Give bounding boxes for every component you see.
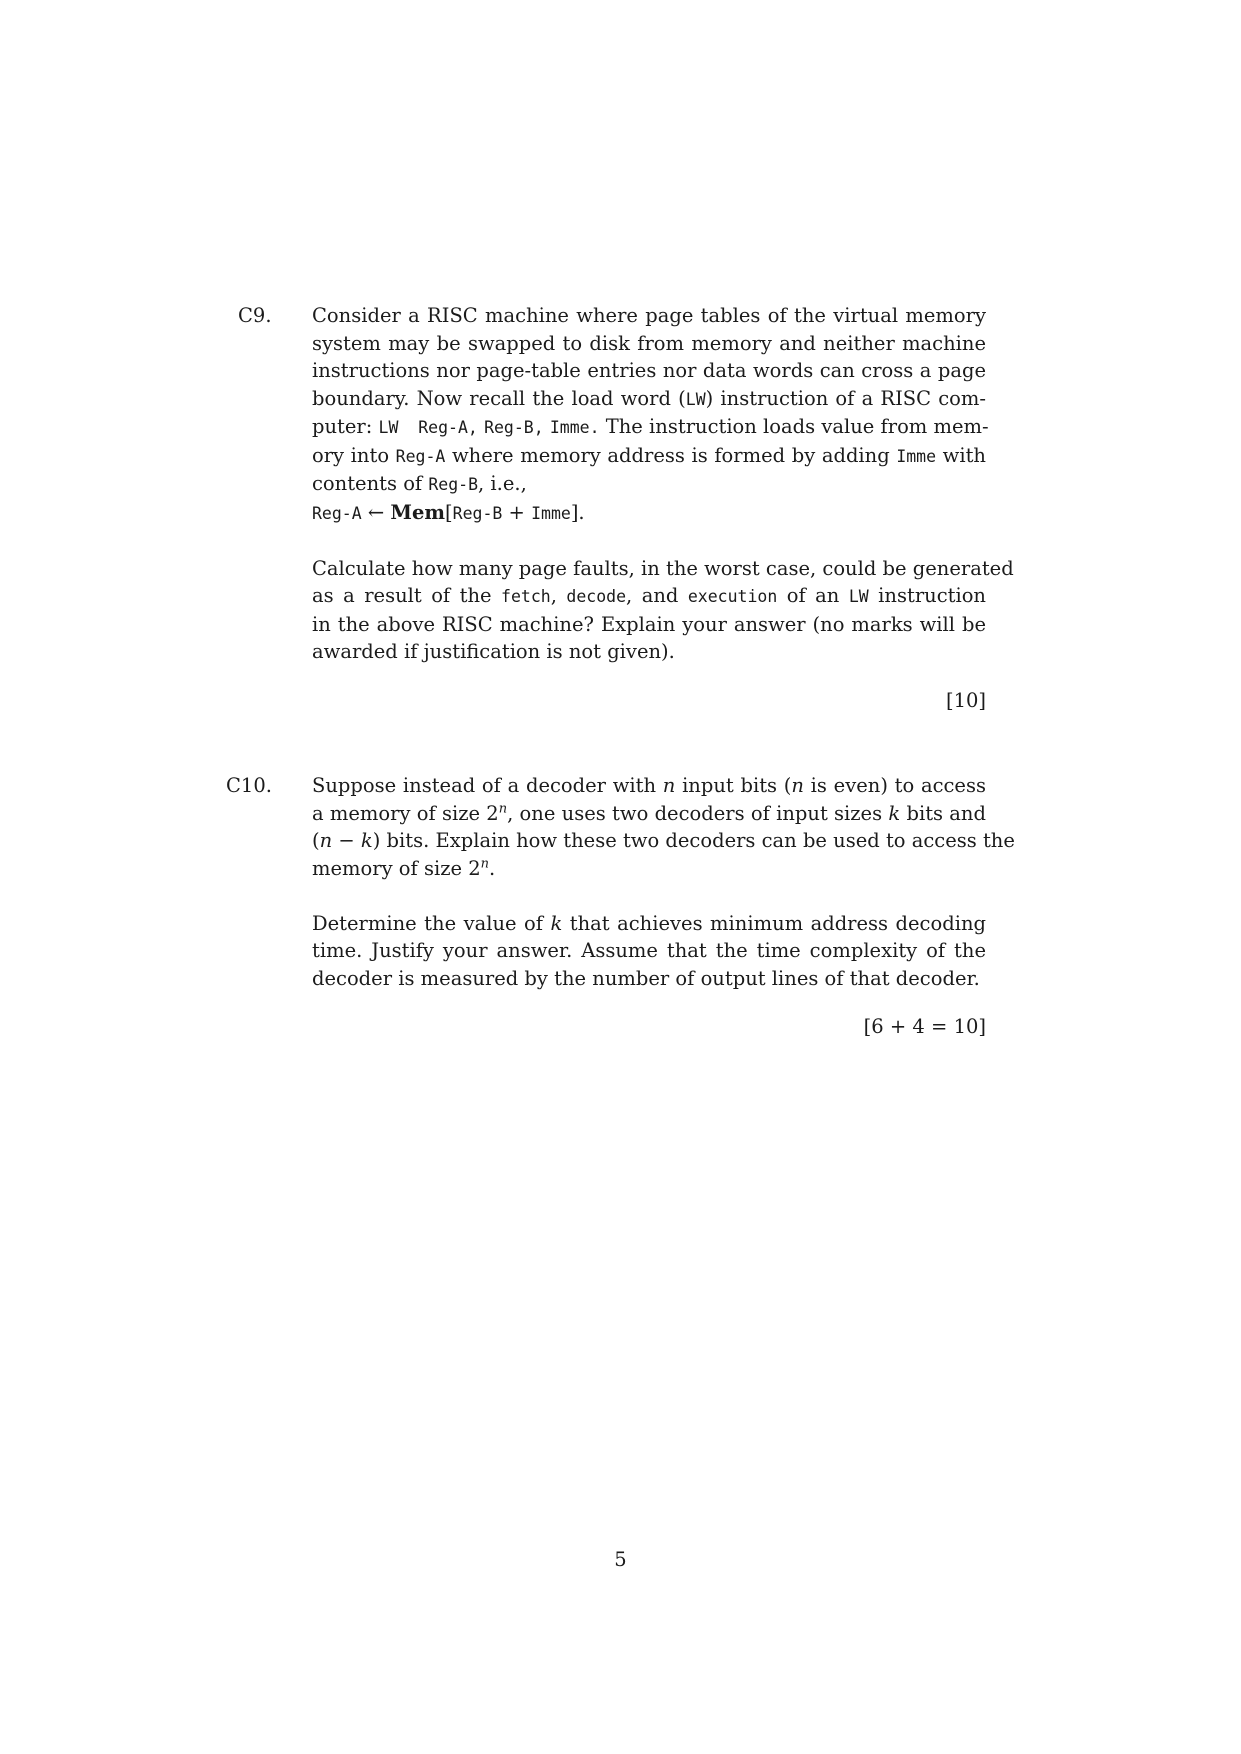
code-fragment: Reg-B <box>428 475 479 494</box>
text-line <box>312 772 986 800</box>
question-number: C9. <box>238 304 272 327</box>
text-line: Calculate how many page faults, in the worst case, could be generated <box>312 556 1014 580</box>
text-fragment: input bits ( <box>675 774 792 797</box>
text-line <box>312 385 986 414</box>
text-fragment: where memory address is formed by adding <box>445 443 897 467</box>
text-line: time. Justify your answer. Assume that the time complexity of the <box>312 939 986 962</box>
marks-label: [6 + 4 = 10] <box>863 1015 986 1038</box>
text-fragment: ( <box>312 829 320 852</box>
text-line <box>312 855 986 883</box>
math-variable: n <box>791 774 804 797</box>
text-fragment: Determine the value of <box>312 911 551 935</box>
code-fragment: fetch <box>501 587 551 606</box>
bracket: ]. <box>570 500 585 524</box>
math-exponent: n <box>498 801 508 816</box>
bracket: [ <box>445 500 453 524</box>
text-fragment: Suppose instead of a decoder with <box>312 774 663 797</box>
question-c9 <box>238 302 1014 714</box>
code-fragment: Reg-B <box>452 503 503 523</box>
code-fragment: Imme. <box>549 418 600 437</box>
text-fragment: , <box>550 584 567 607</box>
text-fragment: . <box>489 856 496 880</box>
text-fragment: a memory of size 2 <box>312 801 499 825</box>
text-line <box>312 827 1015 855</box>
question-number: C10. <box>226 774 272 797</box>
code-fragment: Reg-A <box>395 446 446 466</box>
text-fragment: boundary. Now recall the load word ( <box>312 386 686 410</box>
paragraph-gap <box>312 882 986 910</box>
math-expression: n − k <box>319 829 373 852</box>
mem-operator: Mem <box>390 500 446 524</box>
code-fragment: Imme <box>896 446 937 466</box>
text-fragment: with <box>936 443 986 467</box>
formula <box>312 499 986 528</box>
text-line <box>312 470 986 499</box>
text-line <box>312 413 989 442</box>
text-fragment: , one uses two decoders of input sizes <box>507 801 889 825</box>
text-fragment: of an <box>777 584 849 607</box>
text-fragment: contents of <box>312 472 429 495</box>
text-fragment: , and <box>626 584 688 607</box>
question-body <box>312 772 1015 1041</box>
arrow-symbol: ← <box>361 500 391 524</box>
text-fragment: ) bits. Explain how these two decoders can be used to access the <box>372 829 1015 852</box>
code-fragment: Reg-A <box>312 503 362 523</box>
text-line <box>312 582 986 611</box>
marks-label: [10] <box>945 688 986 712</box>
text-fragment: memory of size 2 <box>312 856 481 880</box>
math-variable: k <box>550 911 563 935</box>
question-body <box>312 302 1014 714</box>
text-line: instructions nor page-table entries nor data words can cross a page <box>312 359 986 382</box>
text-line: awarded if justification is not given). <box>312 640 675 663</box>
text-fragment: that achieves minimum address decoding <box>562 911 986 935</box>
text-line <box>312 442 986 471</box>
text-line <box>312 910 986 938</box>
code-fragment: Reg-B, <box>484 418 544 437</box>
text-fragment: , i.e., <box>478 472 527 495</box>
text-line <box>312 800 986 828</box>
text-fragment: ) instruction of a RISC com- <box>705 386 986 410</box>
text-fragment: is even) to access <box>803 774 986 797</box>
plus-symbol: + <box>502 500 532 524</box>
question-c10 <box>226 772 1015 1041</box>
code-fragment: LW <box>848 587 869 606</box>
math-exponent: n <box>480 856 489 871</box>
text-fragment: instruction <box>868 584 986 607</box>
text-fragment: puter: <box>312 415 379 438</box>
code-fragment: Imme <box>531 503 571 523</box>
text-line: in the above RISC machine? Explain your answer (no marks will be <box>312 612 986 636</box>
code-fragment: LW Reg-A, <box>378 418 478 437</box>
paragraph-gap <box>312 527 986 555</box>
text-line: system may be swapped to disk from memory and neither machine <box>312 331 986 355</box>
code-fragment: decode <box>566 587 627 606</box>
code-fragment: execution <box>687 587 778 606</box>
text-line: Consider a RISC machine where page tables of the virtual memory <box>312 304 986 327</box>
text-fragment: as a result of the <box>312 584 502 607</box>
math-variable: n <box>662 774 676 797</box>
text-fragment: The instruction loads value from mem- <box>599 415 989 438</box>
page-number: 5 <box>614 1548 627 1571</box>
code-fragment: LW <box>685 389 706 409</box>
math-variable: k <box>888 801 901 825</box>
text-fragment: ory into <box>312 443 396 467</box>
text-line: decoder is measured by the number of output lines of that decoder. <box>312 966 980 990</box>
text-fragment: bits and <box>900 801 986 825</box>
